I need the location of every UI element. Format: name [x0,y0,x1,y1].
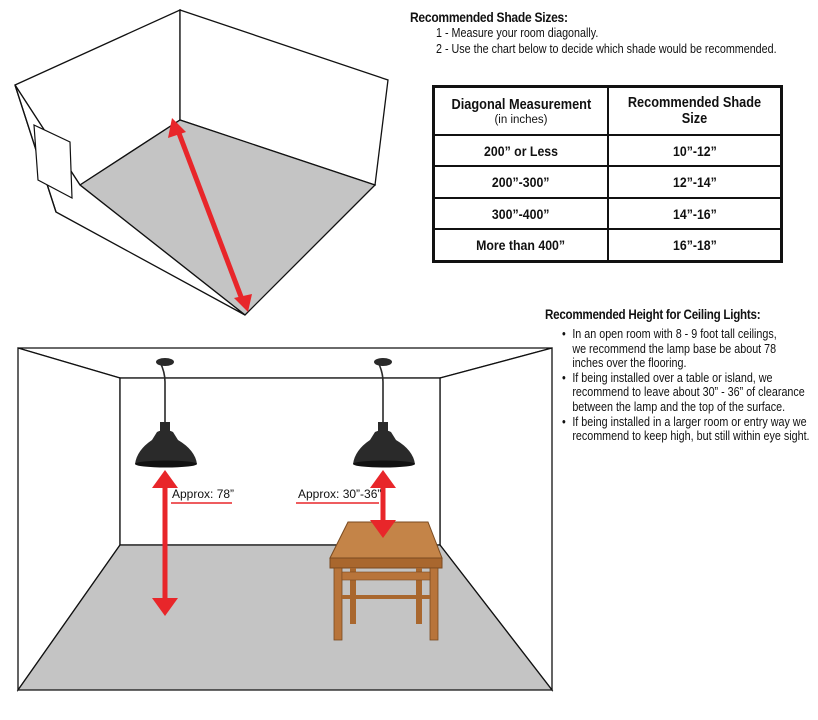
top-room-illustration [15,10,388,315]
bullet-item [562,327,818,371]
bullet-line: • In an open room with 8 - 9 foot tall ceilings, [572,327,777,341]
header-diagonal: Diagonal Measurement (in inches) [434,87,609,136]
table-header-row [434,87,782,136]
table-row [434,135,782,166]
table-row [434,166,782,197]
shade-step-1: 1 - Measure your room diagonally. [436,26,599,40]
bullet-line: • If being installed in a larger room or entry way we [572,414,807,429]
bottom-room-illustration [18,348,552,690]
ceiling-height-heading: Recommended Height for Ceiling Lights: [545,307,761,322]
approx-floor-label: Approx: 78” [172,487,235,501]
shade-step-2: 2 - Use the chart below to decide which shade would be recommended. [436,42,777,56]
bullet-item [562,415,818,444]
bullet-line: between the lamp and the top of the surface. [572,399,786,414]
shade-cell: 12”-14” [672,174,717,191]
diagonal-cell: More than 400” [476,237,566,254]
ceiling-height-bullets [562,327,818,444]
shade-size-table [432,85,783,263]
diagonal-cell: 300”-400” [492,205,550,222]
diagonal-cell: 200” or Less [484,142,558,159]
shade-cell: 16”-18” [672,237,717,254]
shade-sizes-heading: Recommended Shade Sizes: [410,9,568,25]
header-diagonal-units: (in inches) [494,113,548,126]
bullet-line: • If being installed over a table or island, we [572,370,773,385]
approx-table-label: Approx: 30”-36” [298,487,382,501]
bullet-line: recommend to leave about 30” - 36” of clearance [572,385,805,400]
bullet-item [562,371,818,415]
table-row [434,198,782,229]
bullet-line: inches over the flooring. [572,356,687,371]
shade-cell: 10”-12” [672,142,717,159]
diagonal-cell: 200”-300” [492,174,550,191]
bullet-line: we recommend the lamp base be about 78 [572,341,777,356]
shade-cell: 14”-16” [672,205,717,222]
bullet-line: recommend to keep high, but still within eye sight. [572,429,810,444]
header-shade-size: Recommended Shade Size [608,87,782,136]
table-row [434,229,782,261]
